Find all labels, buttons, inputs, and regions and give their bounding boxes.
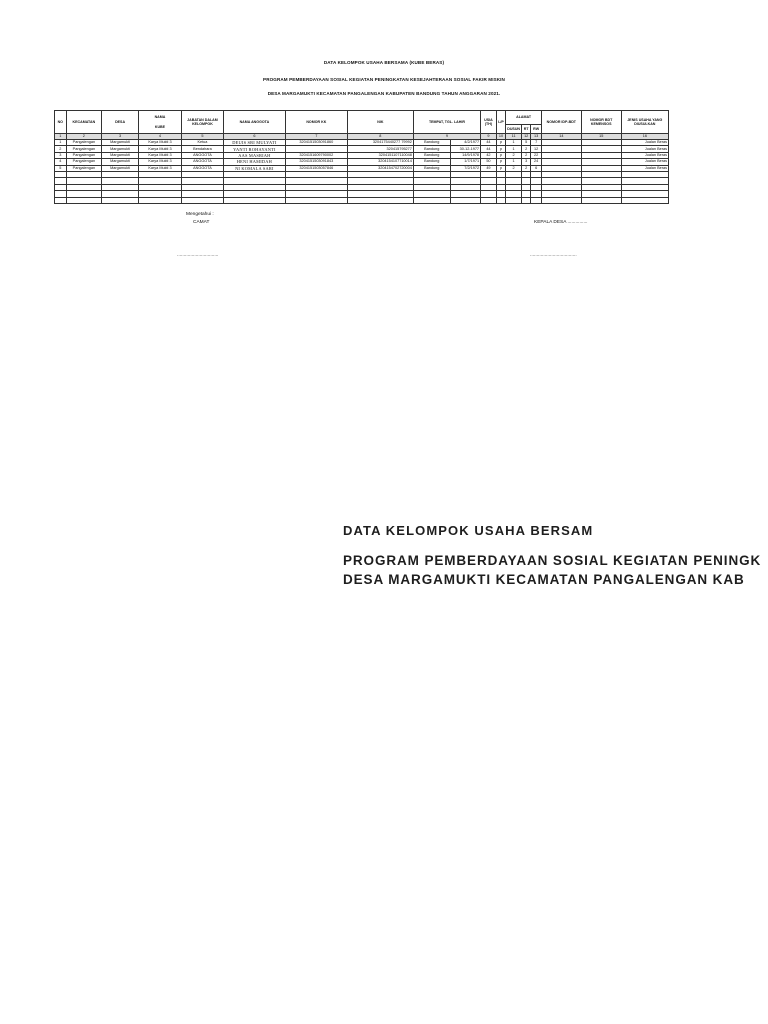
empty-cell	[496, 197, 505, 203]
cell-kecamatan: Pangalengan	[66, 146, 102, 152]
cell-usia: 49	[481, 165, 497, 171]
cell-usaha: Jualan Beras	[621, 152, 668, 158]
cell-tempat: Bandung	[413, 152, 450, 158]
col-nomor-kk: NOMOR KK	[285, 111, 347, 134]
cell-kk: 3204151503091843	[285, 159, 347, 165]
cell-tempat: Bandung	[413, 159, 450, 165]
cell-usia: 44	[481, 140, 497, 146]
zoomed-program: PROGRAM PEMBERDAYAAN SOSIAL KEGIATAN PENINGK	[343, 553, 762, 568]
program-title: PROGRAM PEMBERDAYAAN SOSIAL KEGIATAN PENINGKATAN KESEJAHTERAAN SOSIAL FAKIR MISKIN	[263, 77, 505, 82]
empty-cell	[55, 197, 67, 203]
column-number: 10	[496, 134, 505, 140]
cell-nik: 3204154107710014	[347, 159, 413, 165]
cell-dusun: 2	[506, 152, 522, 158]
cell-kecamatan: Pangalengan	[66, 159, 102, 165]
cell-nik: 320415795277	[347, 146, 413, 152]
empty-cell	[581, 197, 621, 203]
col-jenis-usaha: JENIS USAHA YANG DIUSULKAN	[621, 111, 668, 134]
cell-desa: Margamukti	[102, 152, 139, 158]
cell-usaha: Jualan Beras	[621, 165, 668, 171]
cell-no: 1	[55, 140, 67, 146]
cell-rt: 2	[521, 146, 530, 152]
cell-lp: p	[496, 140, 505, 146]
col-desa: DESA	[102, 111, 139, 134]
empty-cell	[223, 197, 285, 203]
col-alamat: ALAMAT	[506, 111, 542, 125]
cell-kube: Karya Mukti 3	[138, 152, 181, 158]
cell-jabatan: Bendahara	[181, 146, 223, 152]
empty-cell	[531, 197, 541, 203]
camat-signature-line: ...............................	[177, 253, 219, 258]
cell-dusun: 1	[506, 140, 522, 146]
cell-tempat: Bandung	[413, 146, 450, 152]
column-number: 1	[55, 134, 67, 140]
empty-cell	[102, 197, 139, 203]
cell-tgl: 7/2/1972	[450, 165, 480, 171]
cell-jabatan: ANGGOTA	[181, 152, 223, 158]
empty-row	[55, 197, 669, 203]
col-no: NO	[55, 111, 67, 134]
zoomed-location: DESA MARGAMUKTI KECAMATAN PANGALENGAN KAB	[343, 572, 745, 587]
cell-kube: Karya Mukti 3	[138, 165, 181, 171]
cell-lp: p	[496, 146, 505, 152]
cell-nama: YANTI ROHAYANTI	[223, 146, 285, 152]
cell-desa: Margamukti	[102, 165, 139, 171]
cell-no: 4	[55, 159, 67, 165]
cell-rw: 24	[531, 159, 541, 165]
empty-cell	[621, 197, 668, 203]
col-nik: NIK	[347, 111, 413, 134]
kepala-desa-signature-line: ...................................	[530, 253, 577, 258]
cell-tgl: 1/7/1971	[450, 159, 480, 165]
cell-jabatan: ANGGOTA	[181, 165, 223, 171]
col-nama-kube-line2: KUBE	[154, 124, 166, 129]
zoomed-title: DATA KELOMPOK USAHA BERSAM	[343, 523, 594, 538]
cell-kk: 3204151503057846	[285, 165, 347, 171]
cell-kk: 3204151609790002	[285, 152, 347, 158]
cell-jabatan: ANGGOTA	[181, 159, 223, 165]
column-number: 16	[621, 134, 668, 140]
cell-usia: 42	[481, 152, 497, 158]
col-nomor-idp: NOMOR IDP-BDT	[541, 111, 581, 134]
col-nama-kube-line1: NAMA	[154, 115, 166, 120]
cell-nama: HENI HAMIDAH	[223, 159, 285, 165]
empty-cell	[481, 197, 497, 203]
cell-usaha: Jualan Beras	[621, 146, 668, 152]
column-number: 14	[541, 134, 581, 140]
column-number: 5	[181, 134, 223, 140]
cell-desa: Margamukti	[102, 159, 139, 165]
cell-nama: AAS MASRIAH	[223, 152, 285, 158]
cell-tgl: 30-12-1977	[450, 146, 480, 152]
cell-tempat: Bandung	[413, 165, 450, 171]
cell-rt: 2	[521, 152, 530, 158]
cell-jabatan: Ketua	[181, 140, 223, 146]
col-dusun: DUSUN	[506, 125, 522, 134]
empty-cell	[506, 197, 522, 203]
cell-usaha: Jualan Beras	[621, 140, 668, 146]
cell-rw: 6	[531, 165, 541, 171]
cell-lp: p	[496, 152, 505, 158]
col-nama-kube	[138, 111, 181, 134]
empty-cell	[541, 197, 581, 203]
col-kecamatan: KECAMATAN	[66, 111, 102, 134]
column-number: 2	[66, 134, 102, 140]
cell-kecamatan: Pangalengan	[66, 165, 102, 171]
empty-cell	[181, 197, 223, 203]
cell-dusun: 1	[506, 159, 522, 165]
cell-rw: 7	[531, 140, 541, 146]
cell-kube: Karya Mukti 3	[138, 140, 181, 146]
cell-nik: 3204175440277 79992	[347, 140, 413, 146]
cell-usia: 50	[481, 159, 497, 165]
col-rt: RT	[521, 125, 530, 134]
mengetahui-label: Mengetahui :	[186, 212, 214, 217]
document-title: DATA KELOMPOK USAHA BERSAMA (KUBE BERAS)	[323, 60, 445, 65]
column-number: 4	[138, 134, 181, 140]
cell-kecamatan: Pangalengan	[66, 140, 102, 146]
cell-rt: 3	[521, 159, 530, 165]
kube-table	[54, 110, 669, 204]
cell-rt: 5	[521, 140, 530, 146]
col-ttl: TEMPAT, TGL. LAHIR	[413, 111, 480, 134]
column-number: 7	[285, 134, 347, 140]
cell-tgl: 4/2/1977	[450, 140, 480, 146]
empty-cell	[413, 197, 450, 203]
camat-label: CAMAT	[193, 220, 210, 225]
empty-cell	[285, 197, 347, 203]
col-rw: RW	[531, 125, 541, 134]
location-title: DESA MARGAMUKTI KECAMATAN PANGALENGAN KABUPATEN BANDUNG TAHUN ANGGARAN 2021.	[267, 91, 501, 96]
cell-kecamatan: Pangalengan	[66, 152, 102, 158]
cell-tgl: 14/9/1978	[450, 152, 480, 158]
cell-no: 2	[55, 146, 67, 152]
cell-rw: 12	[531, 146, 541, 152]
col-usia: USIA (TH)	[481, 111, 497, 134]
empty-cell	[66, 197, 102, 203]
column-number: 9	[481, 134, 497, 140]
cell-rw: 22	[531, 152, 541, 158]
empty-cell	[138, 197, 181, 203]
cell-kube: Karya Mukti 3	[138, 146, 181, 152]
cell-desa: Margamukti	[102, 146, 139, 152]
cell-lp: p	[496, 159, 505, 165]
column-number: 11	[506, 134, 522, 140]
column-number: 9	[413, 134, 480, 140]
cell-rt: 2	[521, 165, 530, 171]
col-lp: L/P	[496, 111, 505, 134]
empty-cell	[521, 197, 530, 203]
column-number: 6	[223, 134, 285, 140]
column-number: 8	[347, 134, 413, 140]
column-number: 13	[531, 134, 541, 140]
cell-usaha: Jualan Beras	[621, 159, 668, 165]
cell-dusun: 2	[506, 165, 522, 171]
kepala-desa-label: KEPALA DESA ...............	[534, 220, 588, 225]
col-nama-anggota: NAMA ANGGOTA	[223, 111, 285, 134]
cell-dusun: 1	[506, 146, 522, 152]
cell-nama: NI KOMALA SARI	[223, 165, 285, 171]
col-nomor-bdt: NOMOR BDT KEMENSOS	[581, 111, 621, 134]
col-jabatan: JABATAN DALAM KELOMPOK	[181, 111, 223, 134]
cell-nama: DEUIS SRI MULYATI	[223, 140, 285, 146]
column-number: 3	[102, 134, 139, 140]
column-number: 12	[521, 134, 530, 140]
cell-no: 3	[55, 152, 67, 158]
cell-lp: p	[496, 165, 505, 171]
cell-kk: 3204151503091860	[285, 140, 347, 146]
cell-nik: 3204154702720004	[347, 165, 413, 171]
cell-usia: 44	[481, 146, 497, 152]
cell-no: 5	[55, 165, 67, 171]
column-number: 15	[581, 134, 621, 140]
cell-tempat: Bandung	[413, 140, 450, 146]
cell-desa: Margamukti	[102, 140, 139, 146]
empty-cell	[450, 197, 480, 203]
empty-cell	[347, 197, 413, 203]
cell-nik: 3204151107110048	[347, 152, 413, 158]
cell-kube: Karya Mukti 3	[138, 159, 181, 165]
